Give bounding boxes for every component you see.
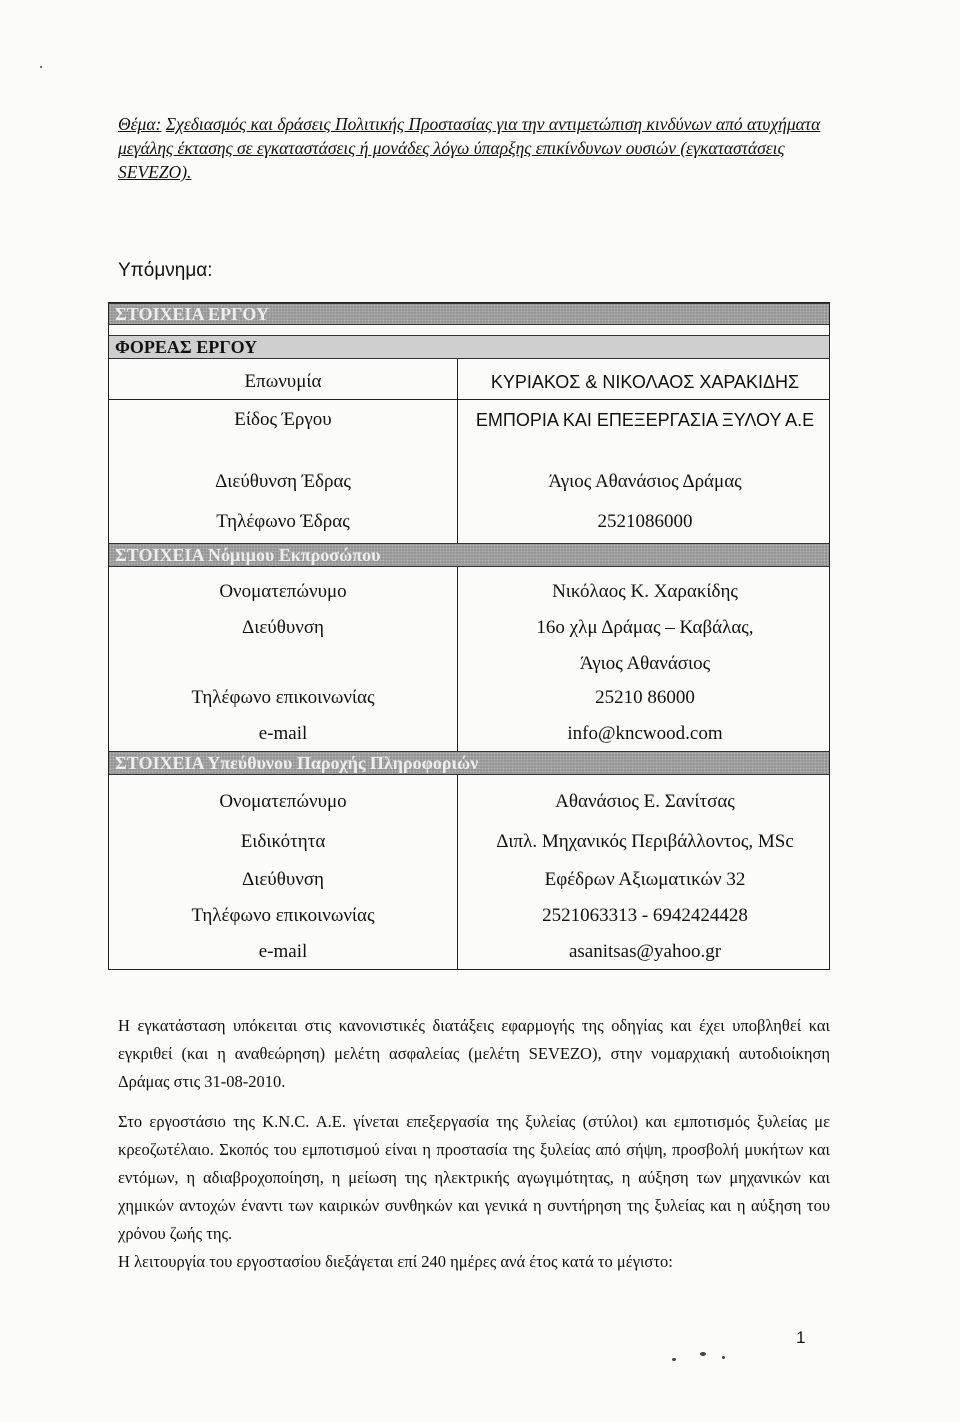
subject-text: Σχεδιασμός και δράσεις Πολιτικής Προστασίας για την αντιμετώπιση κινδύνων από ατυχήματα μεγάλης έκτασης σε εγκαταστάσεις ή μονάδες λόγω ύπαρξης επικίνδυνων ουσιών (εγκαταστάσεις SEVEZO). xyxy=(118,114,821,182)
row-label: Είδος Έργου xyxy=(234,409,332,430)
scan-speck xyxy=(40,66,42,68)
paragraph-operation: Η λειτουργία του εργοστασίου διεξάγεται επί 240 ημέρες ανά έτος κατά το μέγιστο: xyxy=(118,1252,673,1271)
row-label: Επωνυμία xyxy=(244,371,322,392)
row-label: Διεύθυνση xyxy=(242,869,324,890)
row-value: 16ο χλμ Δράμας – Καβάλας, xyxy=(536,617,754,638)
row-value: Άγιος Αθανάσιος xyxy=(579,653,711,674)
section-project-data: ΣΤΟΙΧΕΙΑ ΕΡΓΟΥ xyxy=(109,303,829,325)
section-project-body: ΦΟΡΕΑΣ ΕΡΓΟΥ xyxy=(109,335,829,359)
document-subject xyxy=(118,112,830,184)
paragraph-directive: Η εγκατάσταση υπόκειται στις κανονιστικές διατάξεις εφαρμογής της οδηγίας και έχει υποβληθεί και εγκριθεί (και η αναθεώρηση) μελέτη ασφαλείας (μελέτη SEVEZO), στην νομαρχιακή αυτοδιοίκηση Δράμας στις 31-08-2010. xyxy=(118,1016,830,1091)
paragraph-process: Στο εργοστάσιο της K.N.C. A.E. γίνεται επεξεργασία της ξυλείας (στύλοι) και εμποτισμός ξυλείας με κρεοζωτέλαιο. Σκοπός του εμποτισμού είναι η προστασία της ξυλείας από σήψη, προσβολή μυκήτων και εντόμων, η αδιαβροχοποίηση, η μείωση της ηλεκτρικής αγωγιμότητας, η αύξηση των μηχανικών και χημικών αντοχών έναντι των καιρικών συνθηκών και γενικά η συντήρηση της ξυλείας και η αύξηση του χρόνου ζωής της. xyxy=(118,1112,830,1243)
row-label: e-mail xyxy=(258,941,308,962)
memo-label: Υπόμνημα: xyxy=(118,260,213,281)
row-label: Ειδικότητα xyxy=(240,831,326,852)
column-divider xyxy=(457,359,458,543)
row-label: Τηλέφωνο επικοινωνίας xyxy=(191,905,375,926)
scan-speck xyxy=(672,1358,676,1361)
scan-speck xyxy=(722,1356,725,1359)
project-info-table xyxy=(108,302,830,970)
section-legal-rep: ΣΤΟΙΧΕΙΑ Νόμιμου Εκπροσώπου xyxy=(109,543,829,567)
row-value: 2521086000 xyxy=(597,511,693,532)
row-value: Νικόλαος Κ. Χαρακίδης xyxy=(552,581,738,602)
row-separator xyxy=(109,399,829,400)
page-number: 1 xyxy=(796,1328,806,1347)
column-divider xyxy=(457,567,458,751)
scan-speck xyxy=(700,1352,706,1356)
row-label: Τηλέφωνο επικοινωνίας xyxy=(191,687,375,708)
row-value: Εφέδρων Αξιωματικών 32 xyxy=(544,869,746,890)
subject-label: Θέμα: xyxy=(118,114,162,134)
section-info-provider: ΣΤΟΙΧΕΙΑ Υπεύθυνου Παροχής Πληροφοριών xyxy=(109,751,829,775)
row-value: asanitsas@yahoo.gr xyxy=(568,941,722,962)
row-value: Αθανάσιος Ε. Σανίτσας xyxy=(555,791,735,812)
row-value: 2521063313 - 6942424428 xyxy=(542,905,748,926)
row-value: ΚΥΡΙΑΚΟΣ & ΝΙΚΟΛΑΟΣ ΧΑΡΑΚΙΔΗΣ xyxy=(490,372,800,392)
row-value: Άγιος Αθανάσιος Δράμας xyxy=(548,471,742,492)
row-label: Ονοματεπώνυμο xyxy=(219,791,347,812)
row-label: Ονοματεπώνυμο xyxy=(219,581,347,602)
row-label: Διεύθυνση xyxy=(242,617,324,638)
row-label: Διεύθυνση Έδρας xyxy=(215,471,351,492)
column-divider xyxy=(457,775,458,969)
row-value: 25210 86000 xyxy=(595,687,695,708)
row-label: Τηλέφωνο Έδρας xyxy=(216,511,350,532)
row-label: e-mail xyxy=(258,723,308,744)
row-value: ΕΜΠΟΡΙΑ ΚΑΙ ΕΠΕΞΕΡΓΑΣΙΑ ΞΥΛΟΥ Α.Ε xyxy=(475,410,815,430)
row-value: Διπλ. Μηχανικός Περιβάλλοντος, MSc xyxy=(496,831,794,852)
row-value: info@kncwood.com xyxy=(567,723,723,744)
